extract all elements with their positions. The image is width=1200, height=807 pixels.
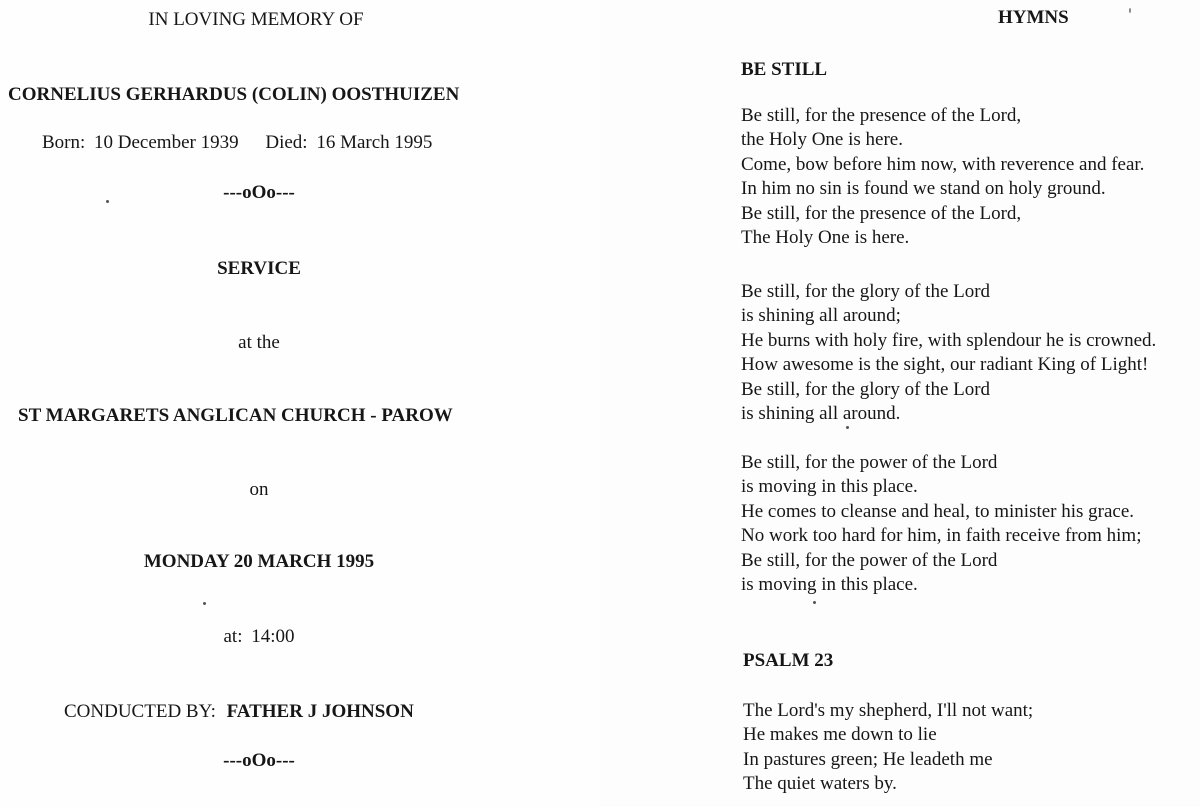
died-date: 16 March 1995 — [316, 132, 433, 153]
verse-line: The Lord's my shepherd, I'll not want; — [743, 700, 1034, 721]
divider-top: ---oOo--- — [223, 182, 295, 203]
conducted-by — [64, 701, 414, 723]
verse-line: In him no sin is found we stand on holy ground. — [741, 178, 1106, 200]
on-text: on — [249, 479, 269, 500]
service-date: MONDAY 20 MARCH 1995 — [143, 551, 375, 572]
time-value: 14:00 — [251, 626, 295, 647]
verse-line: He comes to cleanse and heal, to minister his grace. — [741, 500, 1135, 522]
verse-line: How awesome is the sight, our radiant King of Light! — [741, 354, 1149, 376]
divider-bottom: ---oOo--- — [223, 750, 295, 771]
verse-line: Be still, for the glory of the Lord — [741, 378, 991, 400]
paper-speck — [813, 601, 816, 604]
conducted-name: FATHER J JOHNSON — [226, 701, 414, 722]
verse-line: Be still, for the power of the Lord — [741, 549, 998, 571]
service-heading: SERVICE — [217, 258, 301, 279]
paper-speck — [1129, 8, 1131, 13]
verse-line: In pastures green; He leadeth me — [743, 748, 993, 770]
deceased-name: CORNELIUS GERHARDUS (COLIN) OOSTHUIZEN — [8, 84, 460, 105]
paper-speck — [203, 602, 206, 605]
verse-line: Be still, for the presence of the Lord, — [741, 202, 1022, 224]
memory-header: IN LOVING MEMORY OF — [148, 9, 364, 30]
verse-line: Be still, for the presence of the Lord, — [741, 105, 1022, 126]
hymns-header: HYMNS — [998, 7, 1069, 28]
time-label: at: — [223, 626, 243, 647]
verse-line: He burns with holy fire, with splendour he is crowned. — [741, 329, 1157, 351]
right-page — [600, 0, 1200, 807]
hymn-verse — [741, 280, 1156, 426]
paper-speck — [846, 426, 849, 429]
died-label: Died: — [265, 132, 308, 153]
verse-line: Be still, for the glory of the Lord — [741, 281, 991, 302]
life-dates — [42, 132, 432, 154]
conducted-label: CONDUCTED BY: — [64, 701, 216, 722]
verse-line: is shining all around; — [741, 305, 901, 327]
born-date: 10 December 1939 — [94, 132, 239, 153]
paper-speck — [106, 200, 109, 203]
verse-line: The Holy One is here. — [741, 226, 910, 248]
hymn-verse — [741, 451, 1141, 597]
hymn-title-psalm-23: PSALM 23 — [743, 650, 834, 671]
verse-line: is moving in this place. — [741, 573, 918, 595]
born-label: Born: — [42, 132, 86, 153]
verse-line: the Holy One is here. — [741, 129, 903, 151]
hymn-verse — [741, 104, 1144, 250]
service-time — [0, 626, 518, 648]
verse-line: He makes me down to lie — [743, 724, 937, 746]
hymn-verse — [743, 699, 1033, 797]
church-name: ST MARGARETS ANGLICAN CHURCH - PAROW — [18, 405, 453, 426]
verse-line: Be still, for the power of the Lord — [741, 452, 998, 473]
verse-line: No work too hard for him, in faith receive from him; — [741, 525, 1142, 547]
verse-line: The quiet waters by. — [743, 773, 897, 795]
at-the-text: at the — [238, 332, 280, 353]
verse-line: is shining all around. — [741, 402, 901, 424]
verse-line: Come, bow before him now, with reverence and fear. — [741, 153, 1145, 175]
verse-line: is moving in this place. — [741, 476, 918, 498]
hymn-title-be-still: BE STILL — [741, 59, 828, 80]
